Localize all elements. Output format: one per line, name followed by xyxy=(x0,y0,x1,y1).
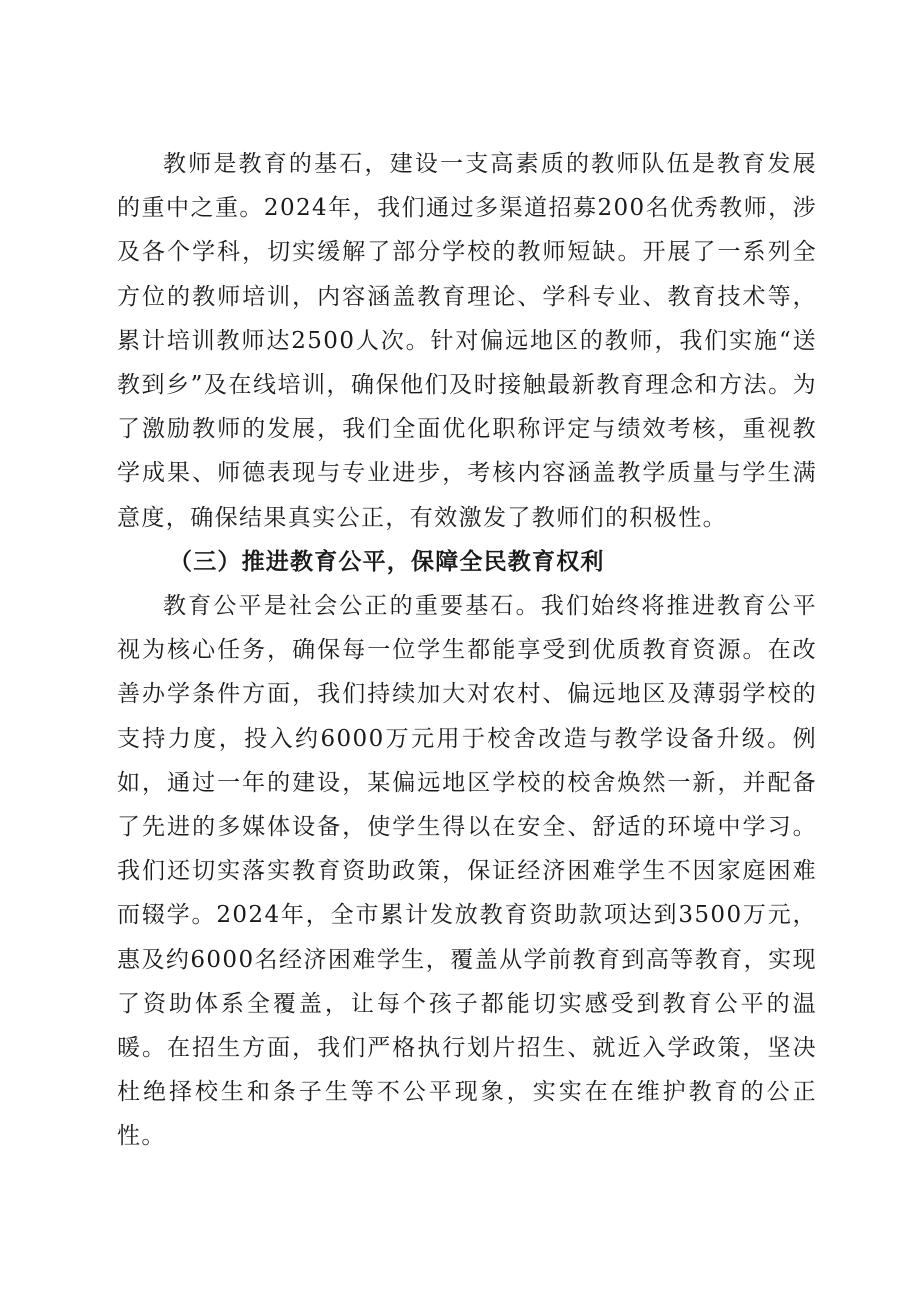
document-body xyxy=(117,142,817,1159)
paragraph-teachers: 教师是教育的基石，建设一支高素质的教师队伍是教育发展的重中之重。2024年，我们通过多渠道招募200名优秀教师，涉及各个学科，切实缓解了部分学校的教师短缺。开展了一系列全方位的教师培训，内容涵盖教育理论、学科专业、教育技术等，累计培训教师达2500人次。针对偏远地区的教师，我们实施“送教到乡”及在线培训，确保他们及时接触最新教育理念和方法。为了激励教师的发展，我们全面优化职称评定与绩效考核，重视教学成果、师德表现与专业进步，考核内容涵盖教学质量与学生满意度，确保结果真实公正，有效激发了教师们的积极性。 xyxy=(117,151,817,531)
paragraph-education-equity: 教育公平是社会公正的重要基石。我们始终将推进教育公平视为核心任务，确保每一位学生都能享受到优质教育资源。在改善办学条件方面，我们持续加大对农村、偏远地区及薄弱学校的支持力度，投入约6000万元用于校舍改造与教学设备升级。例如，通过一年的建设，某偏远地区学校的校舍焕然一新，并配备了先进的多媒体设备，使学生得以在安全、舒适的环境中学习。我们还切实落实教育资助政策，保证经济困难学生不因家庭困难而辍学。2024年，全市累计发放教育资助款项达到3500万元，惠及约6000名经济困难学生，覆盖从学前教育到高等教育，实现了资助体系全覆盖，让每个孩子都能切实感受到教育公平的温暖。在招生方面，我们严格执行划片招生、就近入学政策，坚决杜绝择校生和条子生等不公平现象，实实在在维护教育的公正性。 xyxy=(117,593,817,1150)
section-heading-education-equity: （三）推进教育公平，保障全民教育权利 xyxy=(169,548,605,575)
